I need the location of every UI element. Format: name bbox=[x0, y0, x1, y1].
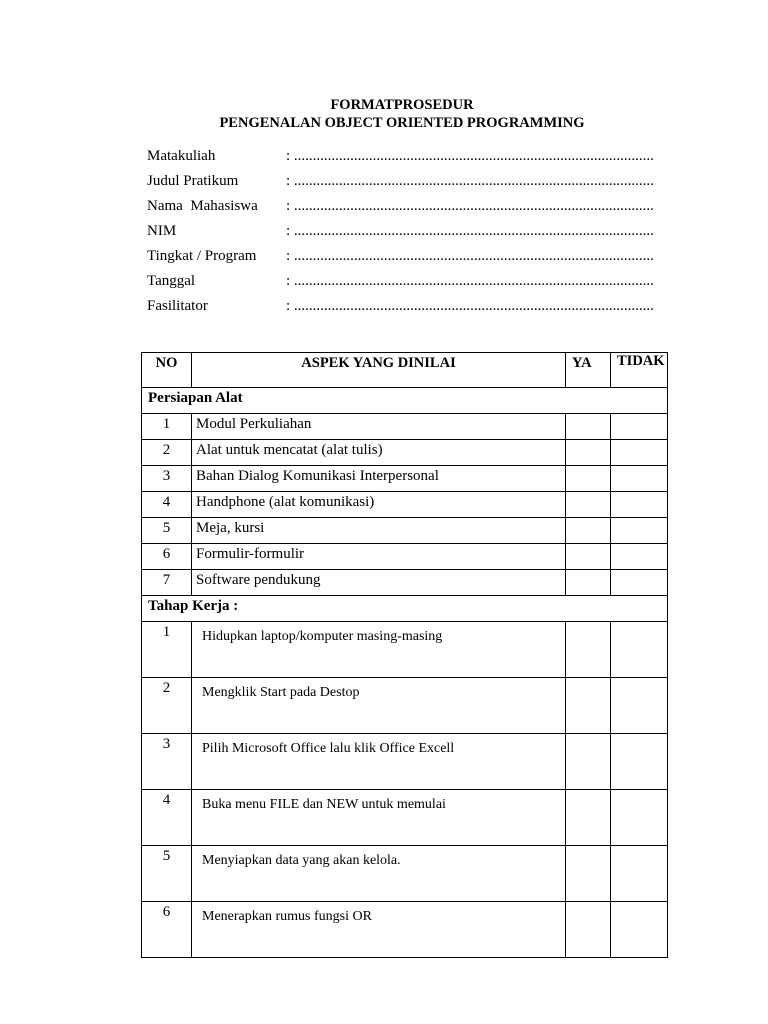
info-blank: : ................................................................................................ bbox=[286, 248, 654, 264]
row-number: 6 bbox=[142, 902, 192, 958]
table-row bbox=[142, 790, 668, 846]
table-row bbox=[142, 440, 668, 466]
ya-cell[interactable] bbox=[566, 902, 611, 958]
row-aspect: Bahan Dialog Komunikasi Interpersonal bbox=[192, 466, 566, 492]
row-number: 7 bbox=[142, 570, 192, 596]
row-number: 4 bbox=[142, 492, 192, 518]
info-blank: : ................................................................................................ bbox=[286, 223, 654, 239]
tidak-cell[interactable] bbox=[611, 622, 668, 678]
table-row bbox=[142, 492, 668, 518]
ya-cell[interactable] bbox=[566, 678, 611, 734]
table-row bbox=[142, 466, 668, 492]
tidak-cell[interactable] bbox=[611, 518, 668, 544]
header-aspect: ASPEK YANG DINILAI bbox=[192, 353, 566, 388]
ya-cell[interactable] bbox=[566, 466, 611, 492]
table-row bbox=[142, 678, 668, 734]
ya-cell[interactable] bbox=[566, 734, 611, 790]
section-title: Persiapan Alat bbox=[142, 388, 668, 414]
table-row bbox=[142, 544, 668, 570]
header-tidak: TIDAK bbox=[611, 353, 668, 388]
info-row-nim bbox=[147, 221, 667, 246]
row-number: 3 bbox=[142, 734, 192, 790]
table-row bbox=[142, 622, 668, 678]
tidak-cell[interactable] bbox=[611, 440, 668, 466]
tidak-cell[interactable] bbox=[611, 678, 668, 734]
tidak-cell[interactable] bbox=[611, 544, 668, 570]
row-aspect: Buka menu FILE dan NEW untuk memulai bbox=[192, 790, 566, 846]
info-row-matakuliah bbox=[147, 146, 667, 171]
row-number: 5 bbox=[142, 518, 192, 544]
ya-cell[interactable] bbox=[566, 790, 611, 846]
info-label: NIM bbox=[147, 223, 177, 239]
info-blank: : ................................................................................................ bbox=[286, 198, 654, 214]
info-label: Tanggal bbox=[147, 273, 196, 289]
ya-cell[interactable] bbox=[566, 570, 611, 596]
info-label: Judul Pratikum bbox=[147, 173, 239, 189]
table-row bbox=[142, 902, 668, 958]
tidak-cell[interactable] bbox=[611, 902, 668, 958]
row-aspect: Meja, kursi bbox=[192, 518, 566, 544]
table-row bbox=[142, 518, 668, 544]
row-aspect: Alat untuk mencatat (alat tulis) bbox=[192, 440, 566, 466]
ya-cell[interactable] bbox=[566, 544, 611, 570]
row-aspect: Menerapkan rumus fungsi OR bbox=[192, 902, 566, 958]
table-row bbox=[142, 846, 668, 902]
row-aspect: Formulir-formulir bbox=[192, 544, 566, 570]
table-row bbox=[142, 734, 668, 790]
ya-cell[interactable] bbox=[566, 518, 611, 544]
tidak-cell[interactable] bbox=[611, 790, 668, 846]
info-row-tingkat-program bbox=[147, 246, 667, 271]
tidak-cell[interactable] bbox=[611, 846, 668, 902]
row-number: 6 bbox=[142, 544, 192, 570]
ya-cell[interactable] bbox=[566, 414, 611, 440]
row-aspect: Handphone (alat komunikasi) bbox=[192, 492, 566, 518]
row-number: 3 bbox=[142, 466, 192, 492]
row-number: 2 bbox=[142, 440, 192, 466]
section-row-tahap-kerja bbox=[142, 596, 668, 622]
header-no: NO bbox=[142, 353, 192, 388]
row-aspect: Pilih Microsoft Office lalu klik Office Excell bbox=[192, 734, 566, 790]
row-number: 4 bbox=[142, 790, 192, 846]
row-aspect: Hidupkan laptop/komputer masing-masing bbox=[192, 622, 566, 678]
row-aspect: Software pendukung bbox=[192, 570, 566, 596]
section-title: Tahap Kerja : bbox=[142, 596, 668, 622]
row-aspect: Modul Perkuliahan bbox=[192, 414, 566, 440]
info-label: Tingkat / Program bbox=[147, 248, 257, 264]
info-label: Fasilitator bbox=[147, 298, 208, 314]
table-row bbox=[142, 570, 668, 596]
row-number: 1 bbox=[142, 414, 192, 440]
info-blank: : ................................................................................................ bbox=[286, 173, 654, 189]
tidak-cell[interactable] bbox=[611, 466, 668, 492]
ya-cell[interactable] bbox=[566, 846, 611, 902]
info-row-judul-pratikum bbox=[147, 171, 667, 196]
assessment-table bbox=[141, 352, 668, 958]
row-aspect: Menyiapkan data yang akan kelola. bbox=[192, 846, 566, 902]
ya-cell[interactable] bbox=[566, 492, 611, 518]
info-label: Nama Mahasiswa bbox=[147, 198, 258, 214]
row-number: 2 bbox=[142, 678, 192, 734]
document-title: FORMATPROSEDUR bbox=[330, 97, 474, 113]
row-number: 5 bbox=[142, 846, 192, 902]
section-row-persiapan-alat bbox=[142, 388, 668, 414]
info-blank: : ................................................................................................ bbox=[286, 298, 654, 314]
ya-cell[interactable] bbox=[566, 440, 611, 466]
info-fields bbox=[147, 146, 667, 321]
info-row-nama-mahasiswa bbox=[147, 196, 667, 221]
row-number: 1 bbox=[142, 622, 192, 678]
table-header-row bbox=[142, 353, 668, 388]
info-blank: : ................................................................................................ bbox=[286, 273, 654, 289]
tidak-cell[interactable] bbox=[611, 570, 668, 596]
info-label: Matakuliah bbox=[147, 148, 216, 164]
header-ya: YA bbox=[566, 353, 611, 388]
tidak-cell[interactable] bbox=[611, 414, 668, 440]
info-row-tanggal bbox=[147, 271, 667, 296]
tidak-cell[interactable] bbox=[611, 492, 668, 518]
info-row-fasilitator bbox=[147, 296, 667, 321]
document-subtitle: PENGENALAN OBJECT ORIENTED PROGRAMMING bbox=[219, 115, 585, 131]
table-row bbox=[142, 414, 668, 440]
ya-cell[interactable] bbox=[566, 622, 611, 678]
info-blank: : ................................................................................................ bbox=[286, 148, 654, 164]
row-aspect: Mengklik Start pada Destop bbox=[192, 678, 566, 734]
tidak-cell[interactable] bbox=[611, 734, 668, 790]
